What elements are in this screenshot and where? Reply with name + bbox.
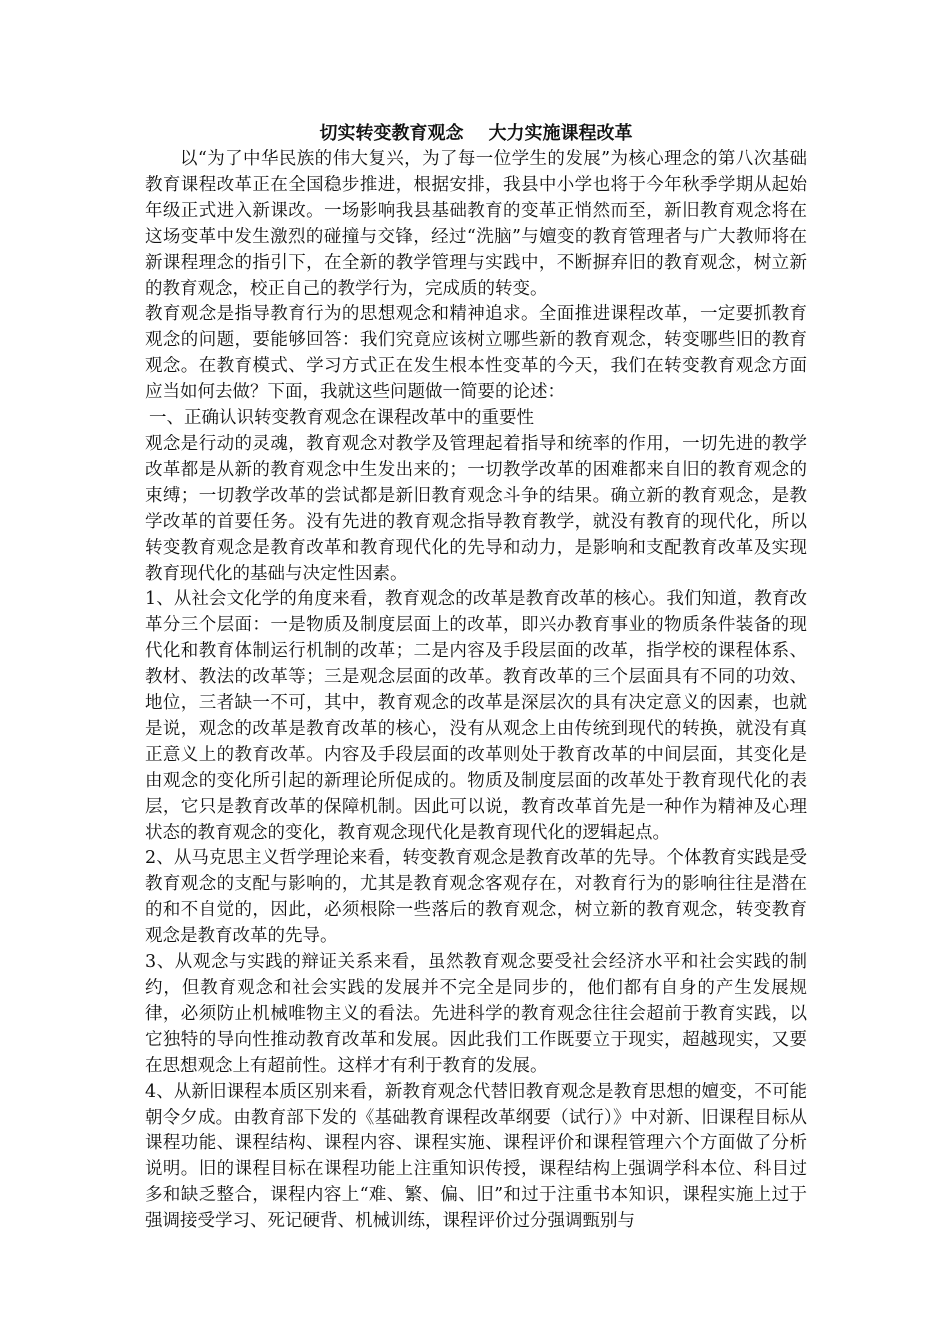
document-page — [145, 121, 807, 1235]
body-paragraph: 教育观念是指导教育行为的思想观念和精神追求。全面推进课程改革，一定要抓教育观念的问题，要能够回答：我们究竟应该树立哪些新的教育观念，转变哪些旧的教育观念。在教育模式、学习方式正在发生根本性变革的今天，我们在转变教育观念方面应当如何去做？下面，我就这些问题做一简要的论述： — [145, 304, 807, 403]
numbered-paragraph-3: 3、从观念与实践的辩证关系来看，虽然教育观念要受社会经济水平和社会实践的制约，但教育观念和社会实践的发展并不完全是同步的，他们都有自身的产生发展规律，必须防止机械唯物主义的看法。先进科学的教育观念往往会超前于教育实践，以它独特的导向性推动教育改革和发展。因此我们工作既要立于现实，超越现实，又要在思想观念上有超前性。这样才有利于教育的发展。 — [145, 952, 807, 1076]
numbered-paragraph-2: 2、从马克思主义哲学理论来看，转变教育观念是教育改革的先导。个体教育实践是受教育观念的支配与影响的，尤其是教育观念客观存在，对教育行为的影响往往是潜在的和不自觉的，因此，必须根除一些落后的教育观念，树立新的教育观念，转变教育观念是教育改革的先导。 — [145, 848, 807, 947]
numbered-paragraph-1: 1、从社会文化学的角度来看，教育观念的改革是教育改革的核心。我们知道，教育改革分三个层面：一是物质及制度层面上的改革，即兴办教育事业的物质条件装备的现代化和教育体制运行机制的改革；二是内容及手段层面的改革，指学校的课程体系、教材、教法的改革等；三是观念层面的改革。教育改革的三个层面具有不同的功效、地位，三者缺一不可，其中，教育观念的改革是深层次的具有决定意义的因素，也就是说，观念的改革是教育改革的核心，没有从观念上由传统到现代的转换，就没有真正意义上的教育改革。内容及手段层面的改革则处于教育改革的中间层面，其变化是由观念的变化所引起的新理论所促成的。物质及制度层面的改革处于教育现代化的表层，它只是教育改革的保障机制。因此可以说，教育改革首先是一种作为精神及心理状态的教育观念的变化，教育观念现代化是教育现代化的逻辑起点。 — [145, 589, 807, 843]
intro-paragraph: 以“为了中华民族的伟大复兴，为了每一位学生的发展”为核心理念的第八次基础教育课程改革正在全国稳步推进，根据安排，我县中小学也将于今年秋季学期从起始年级正式进入新课改。一场影响我县基础教育的变革正悄然而至，新旧教育观念将在这场变革中发生激烈的碰撞与交锋，经过“洗脑”与嬗变的教育管理者与广大教师将在新课程理念的指引下，在全新的教学管理与实践中，不断摒弃旧的教育观念，树立新的教育观念，校正自己的教学行为，完成质的转变。 — [145, 149, 807, 299]
section-heading: 一、正确认识转变教育观念在课程改革中的重要性 — [149, 408, 534, 429]
document-title: 切实转变教育观念 大力实施课程改革 — [319, 123, 633, 144]
body-paragraph: 观念是行动的灵魂，教育观念对教学及管理起着指导和统率的作用，一切先进的教学改革都是从新的教育观念中生发出来的；一切教学改革的困难都来自旧的教育观念的束缚；一切教学改革的尝试都是新旧教育观念斗争的结果。确立新的教育观念，是教学改革的首要任务。没有先进的教育观念指导教育教学，就没有教育的现代化，所以转变教育观念是教育改革和教育现代化的先导和动力，是影响和支配教育改革及实现教育现代化的基础与决定性因素。 — [145, 433, 807, 584]
numbered-paragraph-4: 4、从新旧课程本质区别来看，新教育观念代替旧教育观念是教育思想的嬗变，不可能朝令夕成。由教育部下发的《基础教育课程改革纲要（试行）》中对新、旧课程目标从课程功能、课程结构、课程内容、课程实施、课程评价和课程管理六个方面做了分析说明。旧的课程目标在课程功能上注重知识传授，课程结构上强调学科本位、科目过多和缺乏整合，课程内容上“难、繁、偏、旧”和过于注重书本知识，课程实施上过于强调接受学习、死记硬背、机械训练，课程评价过分强调甄别与 — [145, 1081, 807, 1232]
